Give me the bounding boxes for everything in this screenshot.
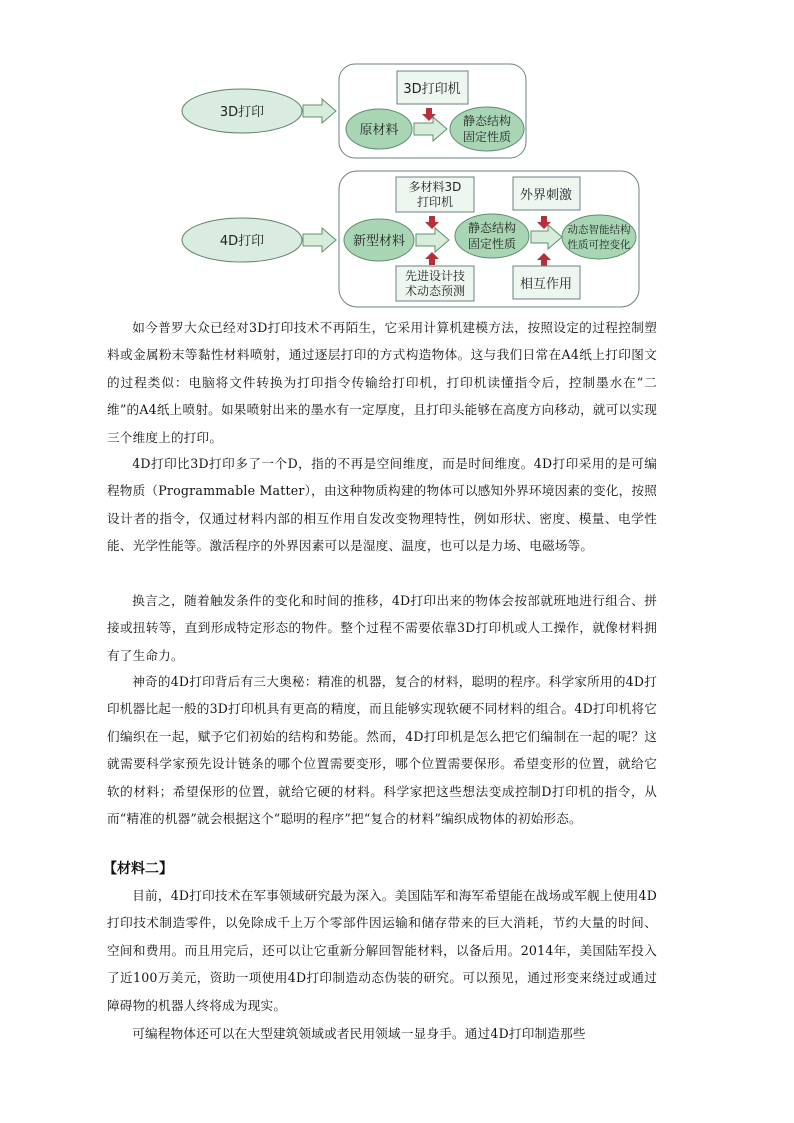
row1-main-arrow	[303, 99, 336, 123]
static-structure-line2: 固定性质	[462, 130, 512, 144]
printing-comparison-diagram	[0, 0, 794, 315]
new-material-label: 新型材料	[352, 234, 406, 249]
dynamic-structure-line2: 性质可控变化	[567, 239, 631, 251]
paragraph-3: 换言之，随着触发条件的变化和时间的推移，4D打印出来的物体会按部就班地进行组合、拼接或扭转等，直到形成特定形态的物件。整个过程不需要依靠3D打印机或人工操作，就像材料拥有了生命力。	[107, 593, 657, 663]
row2-static-structure-line2: 固定性质	[467, 237, 517, 251]
external-stimulus-label: 外界刺激	[519, 188, 573, 203]
4d-printing-label: 4D打印	[219, 234, 265, 249]
paragraph-2: 4D打印比3D打印多了一个D，指的不再是空间维度，而是时间维度。4D打印采用的是可编程物质（Programmable Matter），由这种物质构建的物体可以感知外界环境因素的变化，按照设计者的指令，仅通过材料内部的相互作用自发改变物理特性，例如形状、密度、模量、电学性能、光学性能等。激活程序的外界因素可以是湿度、温度，也可以是力场、电磁场等。	[107, 456, 657, 554]
row2-static-structure-line1: 静态结构	[467, 221, 517, 235]
multi-material-printer-line2: 打印机	[416, 195, 454, 209]
multi-material-printer-line1: 多材料3D	[408, 180, 462, 194]
dynamic-structure-line1: 动态智能结构	[567, 224, 631, 236]
static-structure-line1: 静态结构	[462, 114, 512, 128]
design-prediction-line1: 先进设计技	[404, 269, 466, 283]
row2-main-arrow	[303, 228, 336, 252]
paragraph-5: 目前，4D打印技术在军事领域研究最为深入。美国陆军和海军希望能在战场或军舰上使用4D打印技术制造零件，以免除成千上万个零部件因运输和储存带来的巨大消耗，节约大量的时间、空间和费用。而且用完后，还可以让它重新分解回智能材料，以备后用。2014年，美国陆军投入了近100万美元，资助一项使用4D打印制造动态伪装的研究。可以预见，通过形变来绕过或通过障碍物的机器人终将成为现实。	[107, 888, 657, 1013]
raw-material-label: 原材料	[359, 123, 399, 138]
paragraph-1: 如今普罗大众已经对3D打印技术不再陌生，它采用计算机建模方法，按照设定的过程控制塑料或金属粉末等黏性材料喷射，通过逐层打印的方式构造物体。这与我们日常在A4纸上打印图文的过程类似：电脑将文件转换为打印指令传输给打印机，打印机读懂指令后，控制墨水在“二维”的A4纸上喷射。如果喷射出来的墨水有一定厚度，且打印头能够在高度方向移动，就可以实现三个维度上的打印。	[107, 320, 657, 445]
design-prediction-line2: 术动态预测	[404, 284, 466, 298]
paragraph-4: 神奇的4D打印背后有三大奥秘：精准的机器，复合的材料，聪明的程序。科学家所用的4D打印机器比起一般的3D打印机具有更高的精度，而且能够实现软硬不同材料的组合。4D打印机将它们编织在一起，赋予它们初始的结构和势能。然而，4D打印机是怎么把它们编制在一起的呢？这就需要科学家预先设计链条的哪个位置需要变形，哪个位置需要保形。希望变形的位置，就给它软的材料；希望保形的位置，就给它硬的材料。科学家把这些想法变成控制D打印机的指令，从而“精准的机器”就会根据这个“聪明的程序”把“复合的材料”编织成物体的初始形态。	[107, 674, 657, 827]
paragraph-6: 可编程物体还可以在大型建筑领域或者民用领域一显身手。通过4D打印制造那些	[132, 1026, 586, 1041]
3d-printing-label: 3D打印	[219, 105, 265, 120]
interaction-label: 相互作用	[519, 277, 573, 292]
3d-printer-label: 3D打印机	[403, 82, 461, 97]
material-two-heading: 【材料二】	[103, 861, 173, 877]
dynamic-structure-node	[562, 215, 636, 259]
